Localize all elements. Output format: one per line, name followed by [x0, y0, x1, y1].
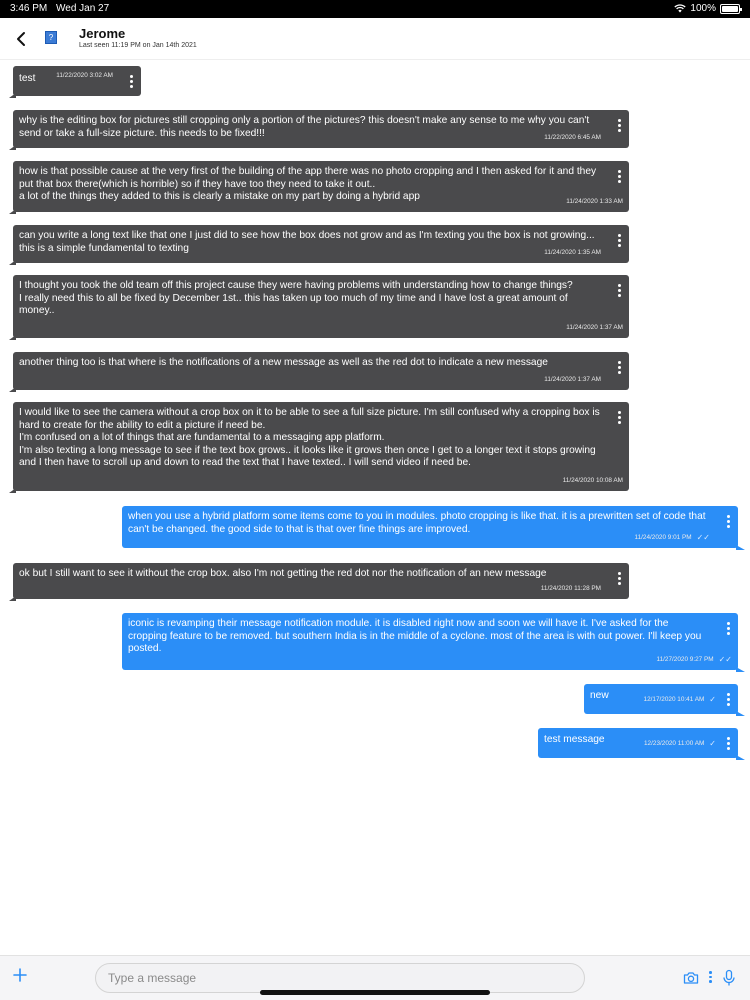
message-time: 11/24/2020 11:28 PM: [540, 585, 601, 593]
message-options-button[interactable]: [130, 75, 133, 90]
message-input[interactable]: [95, 963, 585, 993]
message-text: when you use a hybrid platform some items come to you in modules. photo cropping is like that. it is a prewritten set of code that can't be changed. the good side to that is that over fine things are improved.: [128, 511, 706, 535]
message-time: 11/24/2020 1:37 AM: [566, 324, 623, 332]
status-time: 3:46 PM: [10, 3, 48, 14]
read-receipt-icon: ✓: [709, 739, 716, 749]
message-options-button[interactable]: [618, 119, 621, 134]
battery-percent: 100%: [690, 3, 716, 14]
message-meta: [566, 196, 623, 209]
message-text: new: [590, 690, 609, 701]
message-meta: [566, 322, 623, 335]
message-meta: [544, 374, 601, 387]
message-bubble[interactable]: [13, 110, 629, 148]
message-options-button[interactable]: [727, 515, 730, 530]
message-options-button[interactable]: [618, 411, 621, 426]
message-bubble[interactable]: [13, 275, 629, 338]
message-text: I would like to see the camera without a crop box on it to be able to see a full size picture. I'm still confused why a cropping box is hard to create for the ability to edit a picture if need be. I'm confused on a lot of things that are fundamental to a messaging app platform. I'm also texting a long message to see if the text box grows.. it looks like it grows then once I get to a longer text it stops growing and I then have to scroll up and down to read the text that I have texted.. I will send video if need be.: [19, 407, 600, 469]
attach-button[interactable]: [12, 967, 28, 987]
message-options-button[interactable]: [727, 737, 730, 752]
message-time: 11/27/2020 9:27 PM: [656, 656, 714, 664]
message-time: 11/24/2020 1:33 AM: [566, 198, 623, 206]
message-time: 11/24/2020 1:35 AM: [544, 249, 601, 257]
message-meta: [657, 654, 733, 667]
more-dot-icon: [709, 971, 712, 974]
battery-icon: [720, 4, 740, 14]
message-text: can you write a long text like that one I just did to see how the box does not grow and as I'm texting you the box is not growing... this is a simple fundamental to texting: [19, 230, 595, 254]
message-bubble[interactable]: [538, 728, 738, 758]
message-bubble[interactable]: [584, 684, 738, 714]
microphone-icon: [722, 969, 736, 987]
message-text: why is the editing box for pictures still cropping only a portion of the pictures? this doesn't make any sense to me why you can't send or take a full-size picture. this needs to be fixed!!!: [19, 115, 590, 139]
message-text: how is that possible cause at the very first of the building of the app there was no photo cropping and I then asked for it and they put that box there(which is horrible) so if they have too they need to take it out.. a lot of the things they added to this is clearly a mistake on my part by doing a hybrid app: [19, 166, 597, 203]
message-meta: [563, 475, 623, 488]
message-text: test message: [544, 734, 605, 745]
message-bubble[interactable]: [13, 563, 629, 599]
message-meta: [635, 532, 711, 545]
message-options-button[interactable]: [618, 361, 621, 376]
contact-name: Jerome: [79, 26, 126, 41]
message-time: 11/22/2020 6:45 AM: [544, 134, 601, 142]
message-bubble[interactable]: [13, 66, 141, 96]
message-time: 11/24/2020 1:37 AM: [544, 376, 601, 384]
back-button[interactable]: [12, 28, 32, 50]
status-date: Wed Jan 27: [56, 3, 110, 14]
message-bubble[interactable]: [122, 506, 738, 548]
avatar[interactable]: ?: [45, 31, 57, 44]
message-bubble[interactable]: [13, 161, 629, 212]
message-bubble[interactable]: [122, 613, 738, 670]
message-bubble[interactable]: [13, 352, 629, 390]
read-receipt-icon: ✓: [709, 695, 716, 705]
read-receipt-icon: ✓✓: [696, 533, 710, 543]
message-meta: [544, 132, 601, 145]
message-text: another thing too is that where is the notifications of a new message as well as the red dot to indicate a new message: [19, 357, 548, 368]
message-bubble[interactable]: [13, 225, 629, 263]
microphone-button[interactable]: [722, 969, 736, 987]
wifi-icon: [674, 4, 686, 13]
message-options-button[interactable]: [618, 234, 621, 249]
message-bubble[interactable]: [13, 402, 629, 491]
chevron-left-icon: [12, 28, 32, 50]
message-time: 12/23/2020 11:00 AM: [644, 740, 705, 748]
camera-icon: [683, 970, 699, 986]
message-text: ok but I still want to see it without the crop box. also I'm not getting the red dot nor the notification of an new message: [19, 568, 547, 579]
message-text: test: [19, 73, 36, 84]
message-options-button[interactable]: [618, 572, 621, 587]
message-meta: [56, 70, 113, 83]
message-options-button[interactable]: [727, 693, 730, 708]
read-receipt-icon: ✓✓: [718, 655, 732, 665]
message-text: iconic is revamping their message notification module. it is disabled right now and soon we will have it. I've asked for the cropping feature to be removed. but southern India is in the middle of a cyclone. most of the area is with out power. I'll keep you posted.: [128, 618, 702, 655]
message-time: 12/17/2020 10:41 AM: [643, 696, 705, 704]
status-bar: [0, 0, 750, 18]
message-options-button[interactable]: [727, 622, 730, 637]
message-time: 11/24/2020 9:01 PM: [634, 534, 692, 542]
message-text: I thought you took the old team off this project cause they were having problems with understanding how to change things? I really need this to all be fixed by December 1st.. this has taken up too much of my time and I have lost a great amount of money..: [19, 280, 573, 317]
chat-header: [0, 18, 750, 60]
plus-icon: [12, 967, 28, 983]
camera-button[interactable]: [683, 970, 699, 986]
message-options-button[interactable]: [618, 284, 621, 299]
message-options-button[interactable]: [618, 170, 621, 185]
message-time: 11/24/2020 10:08 AM: [562, 477, 623, 485]
message-time: 11/22/2020 3:02 AM: [56, 72, 113, 80]
more-options-button[interactable]: [709, 971, 712, 985]
status-right: [674, 3, 740, 14]
message-meta: [644, 694, 716, 707]
message-meta: [541, 583, 601, 596]
message-meta: [544, 247, 601, 260]
home-indicator[interactable]: [260, 990, 490, 995]
last-seen-status: Last seen 11:19 PM on Jan 14th 2021: [79, 42, 197, 49]
message-meta: [644, 738, 716, 751]
